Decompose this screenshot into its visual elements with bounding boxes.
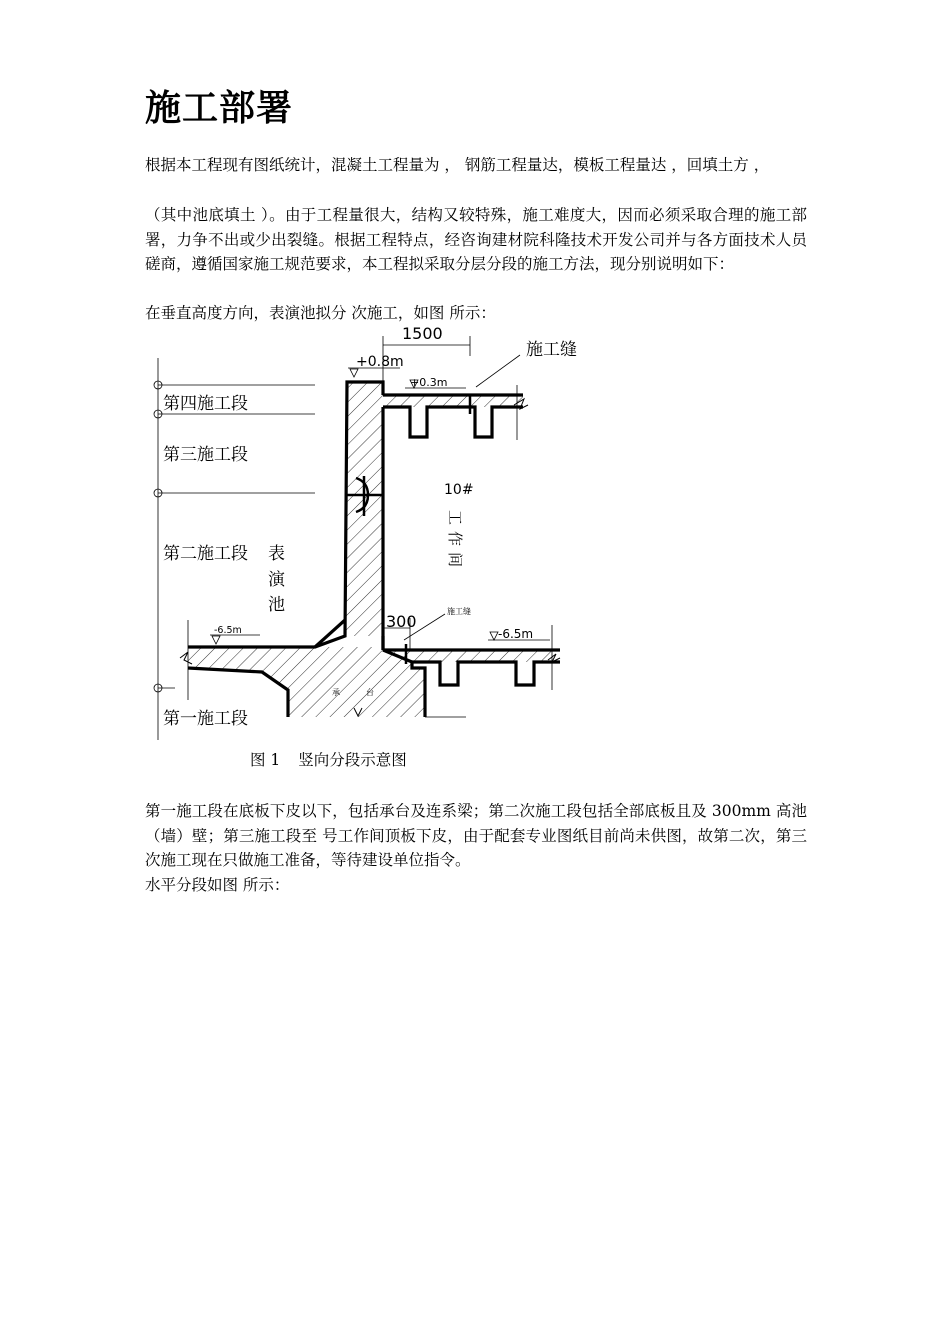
paragraph-vertical-intro: 在垂直高度方向，表演池拟分 次施工，如图 所示：: [145, 304, 496, 322]
figure-title: 竖向分段示意图: [298, 751, 407, 769]
stage3-label: 第三施工段: [163, 445, 248, 465]
paragraph-horizontal-intro: 水平分段如图 所示：: [145, 876, 290, 894]
paragraph-quantities: 根据本工程现有图纸统计，混凝土工程量为 ， 钢筋工程量达，模板工程量达 ，回填土方 ，: [145, 156, 770, 174]
stage2-label: 第二施工段: [163, 544, 248, 564]
dimension-1500: 1500: [402, 324, 443, 343]
construction-joint-label-small: 施工缝: [447, 607, 471, 616]
page-title: 施工部署: [145, 87, 294, 129]
pile-cap-label-char: 台: [366, 688, 374, 697]
room-number: 10#: [444, 482, 474, 498]
pool-label-char: 表: [268, 544, 285, 564]
figure-number: 图 1: [250, 751, 281, 769]
elevation-minus-6-5-left: -6.5m: [214, 625, 242, 636]
figure-caption: [250, 748, 407, 770]
pool-label-char: 演: [268, 570, 285, 590]
paragraph-stage-description: 第一施工段在底板下皮以下，包括承台及连系梁；第二次施工段包括全部底板且及 300mm 高池（墙）壁；第三施工段至 号工作间顶板下皮，由于配套专业图纸目前尚未供图，故第二次，第三次施工现在只做施工准备，等待建设单位指令。: [145, 802, 807, 869]
construction-joint-label: 施工缝: [526, 340, 577, 360]
stage4-label: 第四施工段: [163, 394, 248, 414]
elevation-plus-0-8: +0.8m: [356, 354, 404, 370]
room-label-char: 工: [446, 510, 464, 526]
pile-cap-label-char: 承: [332, 688, 340, 697]
elevation-plus-0-3: +0.3m: [410, 376, 448, 389]
paragraph-deployment: （其中池底填土 ）。由于工程量很大，结构又较特殊，施工难度大，因而必须采取合理的施工部署，力争不出或少出裂缝。根据工程特点，经咨询建材院科隆技术开发公司并与各方面技术人员磋商，遵循国家施工规范要求，本工程拟采取分层分段的施工方法，现分别说明如下：: [145, 206, 807, 273]
stage1-label: 第一施工段: [163, 709, 248, 729]
vertical-segment-diagram: [0, 320, 950, 745]
elevation-minus-6-5-right: -6.5m: [498, 627, 534, 641]
room-label-char: 作: [446, 531, 464, 547]
pool-label-char: 池: [268, 595, 285, 615]
room-label-char: 间: [446, 552, 464, 568]
dimension-300: 300: [386, 612, 417, 631]
